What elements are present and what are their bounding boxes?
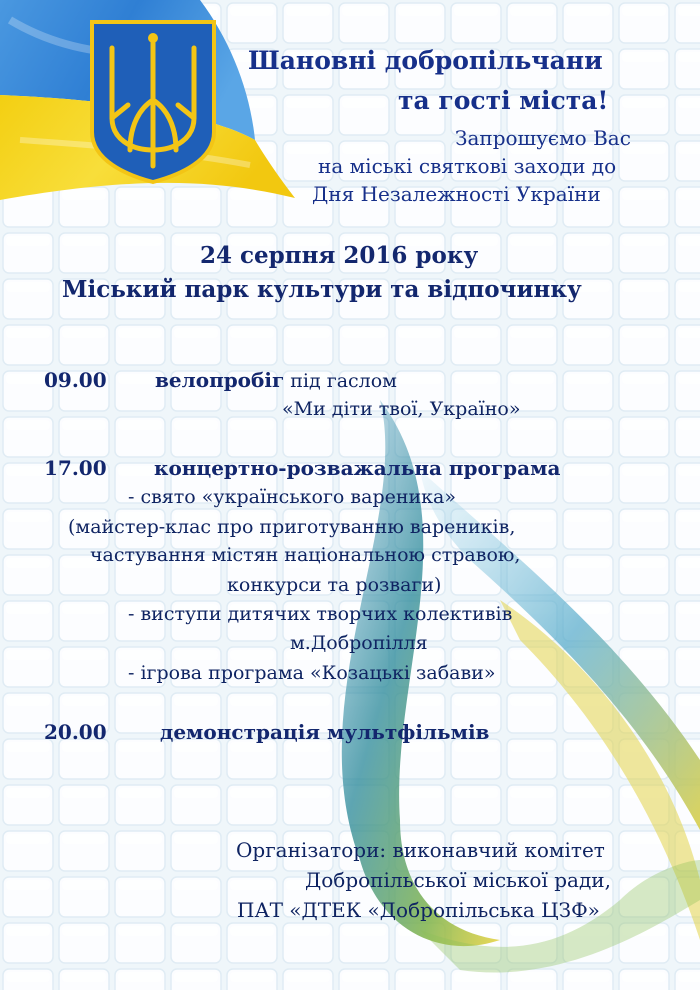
schedule-line: - ігрова програма «Козацькі забави» xyxy=(128,662,496,684)
schedule-slogan-1: «Ми діти твої, Україно» xyxy=(282,398,521,420)
organizers-line-2: Добропільської міської ради, xyxy=(305,868,611,892)
schedule-event-1 xyxy=(155,368,397,392)
schedule-line: конкурси та розваги) xyxy=(227,574,442,596)
greeting-line-1: Шановні добропільчани xyxy=(248,46,603,75)
greeting-line-2: та гості міста! xyxy=(398,86,609,115)
invitation-line-1: Запрошуємо Вас xyxy=(455,126,631,150)
trident-icon xyxy=(92,22,214,182)
event-place: Міський парк культури та відпочинку xyxy=(62,276,582,303)
schedule-text-1: під гаслом xyxy=(284,370,397,392)
schedule-time-1: 09.00 xyxy=(44,368,107,392)
schedule-title-3: демонстрація мультфільмів xyxy=(160,720,490,744)
event-date: 24 серпня 2016 року xyxy=(200,242,479,269)
schedule-title-2: концертно-розважальна програма xyxy=(154,456,561,480)
schedule-line: (майстер-клас про приготуванню вареників, xyxy=(68,516,516,538)
schedule-line: м.Добропілля xyxy=(290,632,428,654)
schedule-line: - свято «українського вареника» xyxy=(128,486,457,508)
schedule-line: частування містян національною стравою, xyxy=(90,544,521,566)
schedule-time-2: 17.00 xyxy=(44,456,107,480)
schedule-time-3: 20.00 xyxy=(44,720,107,744)
invitation-line-3: Дня Незалежності України xyxy=(312,182,601,206)
schedule-line: - виступи дитячих творчих колективів xyxy=(128,603,513,625)
organizers-line-3: ПАТ «ДТЕК «Добропільська ЦЗФ» xyxy=(237,898,600,922)
schedule-title-1: велопробіг xyxy=(155,368,285,392)
organizers-line-1: Організатори: виконавчий комітет xyxy=(236,838,605,862)
invitation-line-2: на міські святкові заходи до xyxy=(318,154,617,178)
